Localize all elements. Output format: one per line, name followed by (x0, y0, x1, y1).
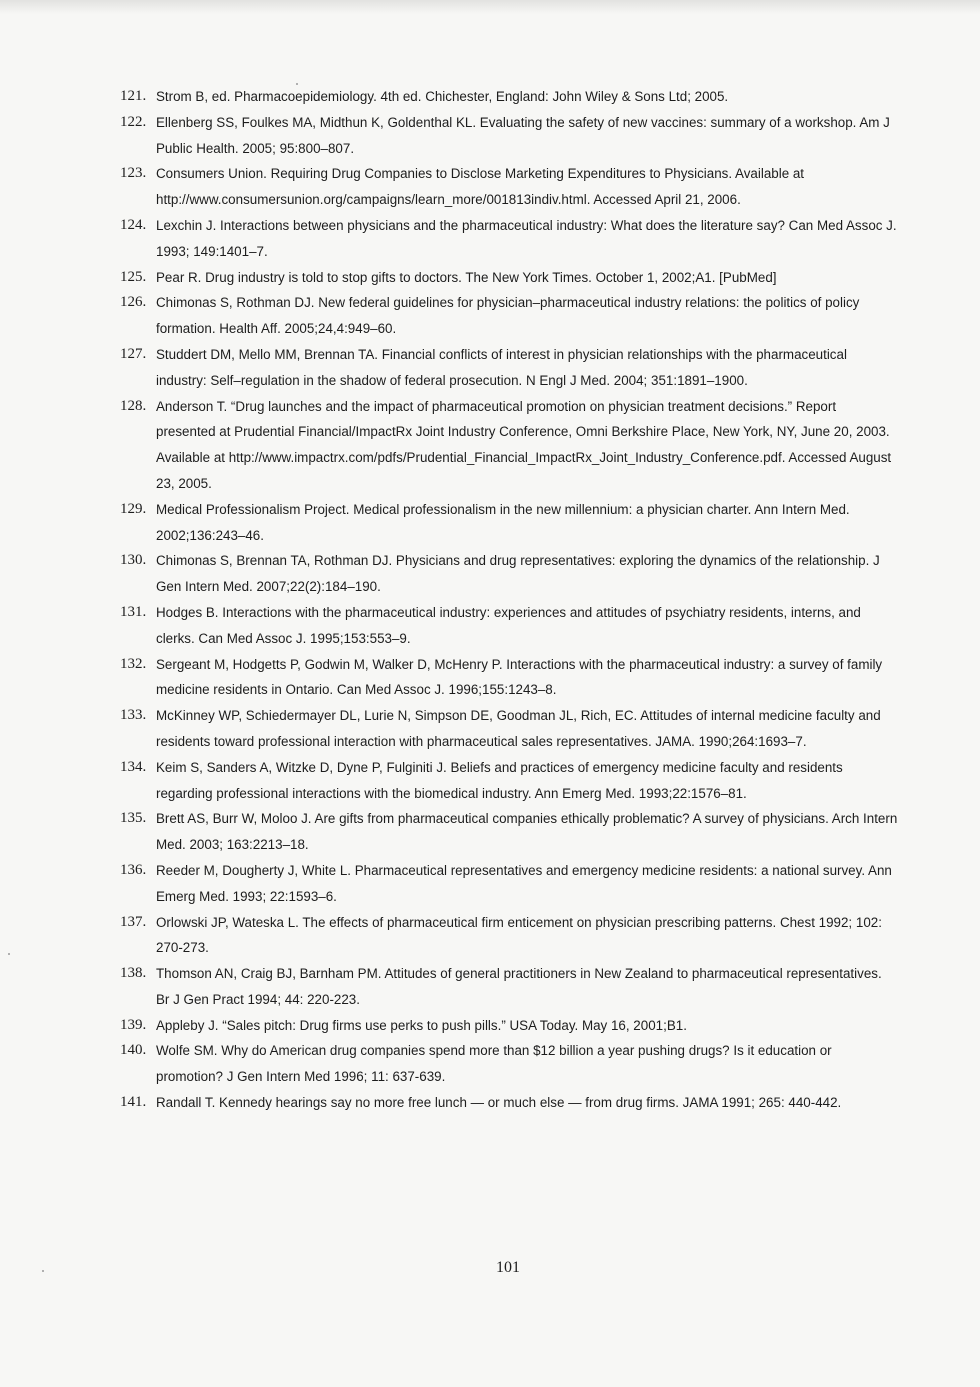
reference-text: Thomson AN, Craig BJ, Barnham PM. Attitudes of general practitioners in New Zealand to pharmaceutical representatives. Br J Gen Pract 1994; 44: 220-223. (156, 966, 882, 1007)
reference-number: 126. (120, 294, 147, 311)
reference-number: 129. (120, 500, 147, 517)
reference-item (118, 1090, 898, 1116)
reference-number: 130. (120, 552, 147, 569)
reference-text: Orlowski JP, Wateska L. The effects of pharmaceutical firm enticement on physician prescribing patterns. Chest 1992; 102: 270-273. (156, 914, 882, 956)
reference-text: Chimonas S, Rothman DJ. New federal guidelines for physician–pharmaceutical industry relations: the politics of policy formation. Health Aff. 2005;24,4:949–60. (156, 295, 860, 337)
reference-item (118, 652, 898, 704)
reference-item (118, 1038, 898, 1090)
reference-number: 127. (120, 345, 147, 362)
reference-item (118, 265, 898, 291)
reference-item (118, 290, 898, 342)
reference-text: Keim S, Sanders A, Witzke D, Dyne P, Fulginiti J. Beliefs and practices of emergency medicine faculty and residents regarding professional interactions with the biomedical industry. Ann Emerg Med. 1993;22:1576–81. (156, 759, 843, 801)
reference-number: 131. (120, 603, 147, 620)
reference-item (118, 755, 898, 807)
reference-item (118, 961, 898, 1013)
reference-item (118, 600, 898, 652)
reference-list (118, 84, 898, 1116)
reference-item (118, 394, 898, 497)
reference-number: 133. (120, 707, 147, 724)
reference-item (118, 910, 898, 962)
reference-text: Sergeant M, Hodgetts P, Godwin M, Walker D, McHenry P. Interactions with the pharmaceutical industry: a survey of family medicine residents in Ontario. Can Med Assoc J. 1996;155:1243–8. (156, 656, 883, 698)
reference-item (118, 84, 898, 110)
reference-text: Reeder M, Dougherty J, White L. Pharmaceutical representatives and emergency medicine residents: a national survey. Ann Emerg Med. 1993; 22:1593–6. (156, 862, 892, 904)
scan-speck (8, 953, 10, 955)
reference-item (118, 806, 898, 858)
reference-item (118, 1013, 898, 1039)
reference-text: Wolfe SM. Why do American drug companies spend more than $12 billion a year pushing drugs? Is it education or promotion? J Gen Intern Med 1996; 11: 637-639. (156, 1043, 832, 1085)
reference-number: 137. (120, 913, 147, 930)
reference-item (118, 548, 898, 600)
reference-text: Consumers Union. Requiring Drug Companies to Disclose Marketing Expenditures to Physicians. Available at http://www.consumersunion.org/campaigns/learn_more/001813indiv.html. Accessed April 21, 2006. (156, 166, 805, 208)
reference-item (118, 497, 898, 549)
reference-text: Hodges B. Interactions with the pharmaceutical industry: experiences and attitudes of psychiatry residents, interns, and clerks. Can Med Assoc J. 1995;153:553–9. (156, 604, 861, 646)
reference-text: Chimonas S, Brennan TA, Rothman DJ. Physicians and drug representatives: exploring the dynamics of the relationship. J Gen Intern Med. 2007;22(2):184–190. (156, 553, 880, 595)
reference-number: 135. (120, 810, 147, 827)
reference-text: Medical Professionalism Project. Medical professionalism in the new millennium: a physician charter. Ann Intern Med. 2002;136:243–46. (156, 501, 850, 543)
reference-text: Lexchin J. Interactions between physicians and the pharmaceutical industry: What does the literature say? Can Med Assoc J. 1993; 149:1401–7. (156, 217, 897, 259)
reference-item (118, 161, 898, 213)
reference-text: Studdert DM, Mello MM, Brennan TA. Financial conflicts of interest in physician relationships with the pharmaceutical industry: Self–regulation in the shadow of federal prosecution. N Engl J Med. 2004; 351:1891–1900. (156, 346, 847, 388)
reference-number: 122. (120, 113, 147, 130)
reference-text: Ellenberg SS, Foulkes MA, Midthun K, Goldenthal KL. Evaluating the safety of new vaccines: summary of a workshop. Am J Public Health. 2005; 95:800–807. (156, 114, 890, 156)
reference-number: 128. (120, 397, 147, 414)
reference-number: 121. (120, 88, 147, 104)
reference-number: 124. (120, 216, 147, 233)
reference-text: McKinney WP, Schiedermayer DL, Lurie N, Simpson DE, Goodman JL, Rich, EC. Attitudes of internal medicine faculty and residents toward professional interaction with pharmaceutical sales representatives. JAMA. 1990;264:1693–7. (156, 708, 881, 749)
reference-item (118, 213, 898, 265)
reference-number: 138. (120, 965, 147, 982)
reference-number: 134. (120, 758, 147, 775)
reference-text: Strom B, ed. Pharmacoepidemiology. 4th ed. Chichester, England: John Wiley & Sons Ltd; 2005. (156, 89, 729, 104)
reference-text: Pear R. Drug industry is told to stop gifts to doctors. The New York Times. October 1, 2002;A1. [PubMed] (156, 269, 777, 285)
page-number: 101 (496, 1259, 520, 1276)
reference-number: 125. (120, 268, 147, 285)
reference-text: Appleby J. “Sales pitch: Drug firms use perks to push pills.” USA Today. May 16, 2001;B1. (156, 1017, 687, 1033)
reference-number: 139. (120, 1016, 147, 1033)
reference-item (118, 342, 898, 394)
reference-item (118, 110, 898, 162)
reference-number: 132. (120, 655, 147, 672)
reference-text: Randall T. Kennedy hearings say no more free lunch — or much else — from drug firms. JAMA 1991; 265: 440-442. (156, 1095, 842, 1111)
reference-item (118, 703, 898, 755)
reference-text: Brett AS, Burr W, Moloo J. Are gifts from pharmaceutical companies ethically problematic? A survey of physicians. Arch Intern Med. 2003; 163:2213–18. (156, 811, 898, 853)
reference-item (118, 858, 898, 910)
reference-number: 140. (120, 1042, 147, 1059)
reference-number: 136. (120, 861, 147, 878)
page-top-edge (0, 0, 980, 14)
reference-number: 123. (120, 165, 147, 182)
reference-number: 141. (120, 1094, 147, 1111)
reference-text: Anderson T. “Drug launches and the impact of pharmaceutical promotion on physician treatment decisions.” Report presented at Prudential Financial/ImpactRx Joint Industry Conference, Omni Berkshire Place, New York, NY, June 20, 2003. Available at http://www.impactrx.com/pdfs/Prudential_Financial_ImpactRx_Joint_Industry_Conference.pdf. Accessed August 23, 2005. (156, 398, 892, 491)
